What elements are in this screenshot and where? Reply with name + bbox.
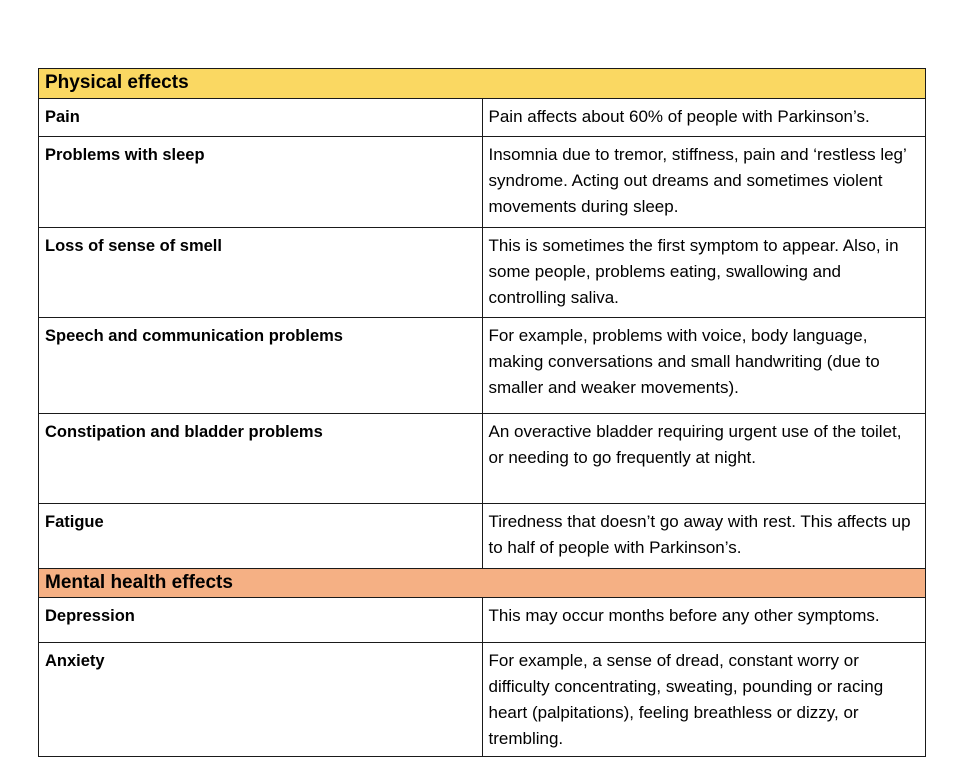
description-cell: Pain affects about 60% of people with Parkinson’s.	[482, 99, 926, 137]
table-row	[39, 504, 926, 569]
effects-table	[38, 68, 926, 757]
section-title: Mental health effects	[39, 569, 926, 598]
term-cell: Problems with sleep	[39, 137, 483, 228]
term-cell: Pain	[39, 99, 483, 137]
table-row	[39, 643, 926, 757]
term-cell: Fatigue	[39, 504, 483, 569]
description-cell: For example, problems with voice, body language, making conversations and small handwriting (due to smaller and weaker movements).	[482, 318, 926, 414]
table-row	[39, 99, 926, 137]
table-row	[39, 228, 926, 318]
section-header-physical	[39, 69, 926, 99]
term-cell: Constipation and bladder problems	[39, 414, 483, 504]
term-cell: Loss of sense of smell	[39, 228, 483, 318]
description-cell: An overactive bladder requiring urgent use of the toilet, or needing to go frequently at night.	[482, 414, 926, 504]
table-row	[39, 598, 926, 643]
description-cell: For example, a sense of dread, constant worry or difficulty concentrating, sweating, pounding or racing heart (palpitations), feeling breathless or dizzy, or trembling.	[482, 643, 926, 757]
table-row	[39, 414, 926, 504]
description-cell: This may occur months before any other symptoms.	[482, 598, 926, 643]
description-cell: Insomnia due to tremor, stiffness, pain and ‘restless leg’ syndrome. Acting out dreams and sometimes violent movements during sleep.	[482, 137, 926, 228]
description-cell: Tiredness that doesn’t go away with rest. This affects up to half of people with Parkinson’s.	[482, 504, 926, 569]
section-title: Physical effects	[39, 69, 926, 99]
description-cell: This is sometimes the first symptom to appear. Also, in some people, problems eating, swallowing and controlling saliva.	[482, 228, 926, 318]
term-cell: Speech and communication problems	[39, 318, 483, 414]
term-cell: Anxiety	[39, 643, 483, 757]
section-header-mental	[39, 569, 926, 598]
table-row	[39, 318, 926, 414]
term-cell: Depression	[39, 598, 483, 643]
table-row	[39, 137, 926, 228]
